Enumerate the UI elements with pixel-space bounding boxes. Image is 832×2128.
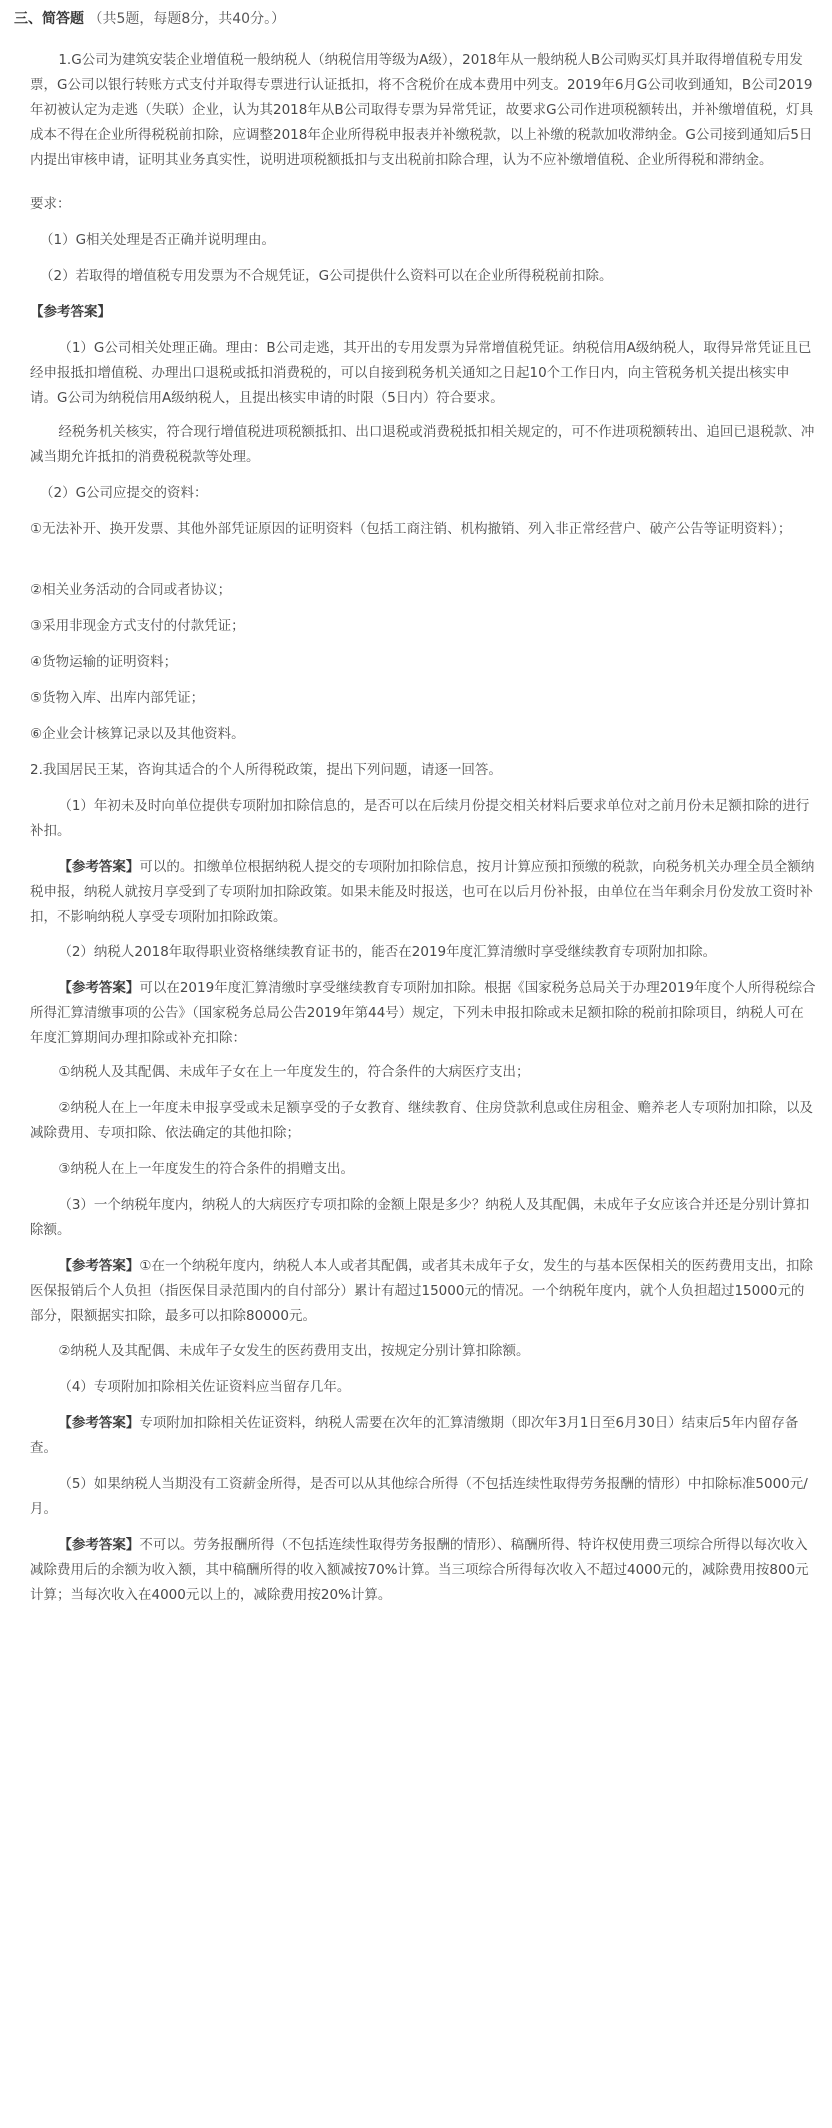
q1-requirement-1: （1）G相关处理是否正确并说明理由。 [40,232,276,248]
q1-answer-label: 【参考答案】 [30,304,111,320]
q1-item: ⑤货物入库、出库内部凭证； [30,690,205,706]
q1-stem: 1.G公司为建筑安装企业增值税一般纳税人（纳税信用等级为A级），2018年从一般纳税人B公司购买灯具并取得增值税专用发票，G公司以银行转账方式支付并取得专票进行认证抵扣，将不含税价在成本费用中列支。2019年6月G公司收到通知，B公司2019年初被认定为走逃（失联）企业，认为其2018年从B公司取得专票为异常凭证，故要求G公司作进项税额转出，并补缴增值税，灯具成本不得在企业所得税税前扣除，应调整2018年企业所得税申报表并补缴税款，以上补缴的税款加收滞纳金。G公司接到通知后5日内提出审核申请，证明其业务真实性，说明进项税额抵扣与支出税前扣除合理，认为不应补缴增值税、企业所得税和滞纳金。 [30,52,814,168]
answer-label: 【参考答案】 [58,980,140,996]
q1-answer-2: （2）G公司应提交的资料： [40,485,208,501]
q1-item: ①无法补开、换开发票、其他外部凭证原因的证明资料（包括工商注销、机构撤销、列入非正常经营户、破产公告等证明资料）； [30,521,792,537]
q1-item: ④货物运输的证明资料； [30,654,178,670]
answer-label: 【参考答案】 [58,859,140,875]
answer-text: 不可以。劳务报酬所得（不包括连续性取得劳务报酬的情形）、稿酬所得、特许权使用费三项综合所得以每次收入减除费用后的余额为收入额，其中稿酬所得的收入额减按70%计算。当三项综合所得每次收入不超过4000元的，减除费用按800元计算；当每次收入在4000元以上的，减除费用按20%计算。 [30,1537,809,1603]
answer-label: 【参考答案】 [58,1537,140,1553]
q2-sub-question-5: （5）如果纳税人当期没有工资薪金所得，是否可以从其他综合所得（不包括连续性取得劳务报酬的情形）中扣除标准5000元/月。 [30,1476,808,1517]
answer-text: 可以在2019年度汇算清缴时享受继续教育专项附加扣除。根据《国家税务总局关于办理2019年度个人所得税综合所得汇算清缴事项的公告》（国家税务总局公告2019年第44号）规定，下列未申报扣除或未足额扣除的税前扣除项目，纳税人可在年度汇算期间办理扣除或补充扣除： [30,980,816,1046]
q1-item: ⑥企业会计核算记录以及其他资料。 [30,726,245,742]
answer-label: 【参考答案】 [58,1258,140,1274]
q2-answer-2-item: ①纳税人及其配偶、未成年子女在上一年度发生的，符合条件的大病医疗支出； [58,1064,530,1080]
section-title: 三、简答题 [14,11,84,27]
q2-answer-4 [30,1411,816,1461]
q2-answer-2-item: ③纳税人在上一年度发生的符合条件的捐赠支出。 [58,1161,354,1177]
q1-item: ②相关业务活动的合同或者协议； [30,582,232,598]
section-note: （共5题，每题8分，共40分。） [88,11,286,27]
answer-label: 【参考答案】 [58,1415,140,1431]
section-heading [14,8,285,28]
q2-stem: 2.我国居民王某，咨询其适合的个人所得税政策，提出下列问题，请逐一回答。 [30,762,502,778]
q2-sub-question-2: （2）纳税人2018年取得职业资格继续教育证书的，能否在2019年度汇算清缴时享受继续教育专项附加扣除。 [58,944,717,960]
answer-text: 可以的。扣缴单位根据纳税人提交的专项附加扣除信息，按月计算应预扣预缴的税款，向税务机关办理全员全额纳税申报，纳税人就按月享受到了专项附加扣除政策。如果未能及时报送，也可在以后月份补报，由单位在当年剩余月份发放工资时补扣，不影响纳税人享受专项附加扣除政策。 [30,859,815,925]
answer-text: ①在一个纳税年度内，纳税人本人或者其配偶，或者其未成年子女，发生的与基本医保相关的医药费用支出，扣除医保报销后个人负担（指医保目录范围内的自付部分）累计有超过15000元的情况。一个纳税年度内，就个人负担超过15000元的部分，限额据实扣除，最多可以扣除80000元。 [30,1258,813,1324]
q1-requirement-2: （2）若取得的增值税专用发票为不合规凭证，G公司提供什么资料可以在企业所得税税前扣除。 [40,268,613,284]
q1-item: ③采用非现金方式支付的付款凭证； [30,618,245,634]
q2-answer-3b: ②纳税人及其配偶、未成年子女发生的医药费用支出，按规定分别计算扣除额。 [58,1343,530,1359]
q2-sub-question-4: （4）专项附加扣除相关佐证资料应当留存几年。 [58,1379,351,1395]
answer-text: 专项附加扣除相关佐证资料，纳税人需要在次年的汇算清缴期（即次年3月1日至6月30日）结束后5年内留存备查。 [30,1415,799,1456]
q2-answer-2-item: ②纳税人在上一年度未申报享受或未足额享受的子女教育、继续教育、住房贷款利息或住房租金、赡养老人专项附加扣除，以及减除费用、专项扣除、依法确定的其他扣除； [30,1100,813,1141]
q2-answer-3 [30,1254,816,1329]
q2-answer-2 [30,976,816,1051]
q2-sub-question-1: （1）年初未及时向单位提供专项附加扣除信息的，是否可以在后续月份提交相关材料后要求单位对之前月份未足额扣除的进行补扣。 [30,798,810,839]
q1-answer-1b: 经税务机关核实，符合现行增值税进项税额抵扣、出口退税或消费税抵扣相关规定的，可不作进项税额转出、追回已退税款、冲减当期允许抵扣的消费税税款等处理。 [30,424,815,465]
q1-answer-1: （1）G公司相关处理正确。理由：B公司走逃，其开出的专用发票为异常增值税凭证。纳税信用A级纳税人，取得异常凭证且已经申报抵扣增值税、办理出口退税或抵扣消费税的，可以自接到税务机关通知之日起10个工作日内，向主管税务机关提出核实申请。G公司为纳税信用A级纳税人，且提出核实申请的时限（5日内）符合要求。 [30,340,812,406]
q2-answer-5 [30,1533,816,1608]
q2-answer-1 [30,855,816,930]
q1-requirements-label: 要求： [30,196,71,212]
q2-sub-question-3: （3）一个纳税年度内，纳税人的大病医疗专项扣除的金额上限是多少？纳税人及其配偶，未成年子女应该合并还是分别计算扣除额。 [30,1197,810,1238]
